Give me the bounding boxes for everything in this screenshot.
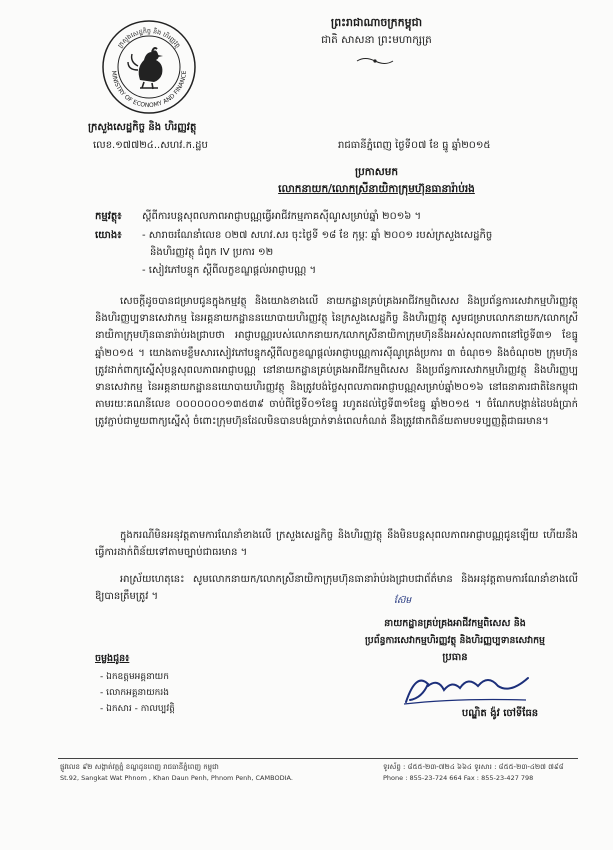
cc-item: - ឯកសារ - កាលប្បវត្តិ	[100, 704, 175, 714]
kingdom-heading: ព្រះរាជាណាចក្រកម្ពុជា	[330, 16, 423, 29]
seal-text-bottom: MINISTRY OF ECONOMY AND FINANCE	[109, 70, 189, 110]
cc-label: ចម្លងជូន៖	[95, 653, 130, 664]
reference-line-2: និងហិរញ្ញវត្ថុ ជំពូក IV ប្រការ ១២	[150, 247, 274, 258]
reference-number: លេខ.១៧៧២៤..សហវ.ក.ដ្ឋប	[93, 140, 208, 151]
national-motto: ជាតិ សាសនា ព្រះមហាក្សត្រ	[321, 34, 432, 46]
seal-text-top: ក្រសួងសេដ្ឋកិច្ច និង ហិរញ្ញវត្ថុ	[116, 27, 182, 50]
ministry-seal-icon	[100, 18, 198, 116]
ministry-name: ក្រសួងសេដ្ឋកិច្ច និង ហិរញ្ញវត្ថុ	[88, 122, 197, 133]
reference-line-1: - សារាចរណែនាំលេខ ០២៧ សហវ.សរ ចុះថ្ងៃទី ១៨ ខែ កុម្ភៈ ឆ្នាំ ២០០១ របស់ក្រសួងសេដ្ឋកិច្ច	[142, 230, 493, 241]
footer-divider	[58, 758, 578, 759]
reference-line-3: - សៀវភៅបន្ទុក ស្តីពីលក្ខខណ្ឌផ្តល់អាជ្ញាបណ្ណ ។	[142, 265, 317, 276]
signature-icon	[398, 664, 538, 710]
body-paragraph-2: ក្នុងករណីមិនអនុវត្តតាមការណែនាំខាងលើ ក្រសួងសេដ្ឋកិច្ច និងហិរញ្ញវត្ថុ នឹងមិនបន្តសុពលភាពអាជ្ញាបណ្ណជូនឡើយ ហើយនឹងធ្វើការដាក់ពិន័យទៅតាមច្បាប់ជាធរមាន ។	[95, 530, 578, 559]
cc-item: - ឯកឧត្តមអគ្គនាយក	[100, 672, 169, 682]
subject-text: ស្តីពីការបន្តសុពលភាពអាជ្ញាបណ្ណធ្វើអាជីវកម្មភាគស៊ីណូសម្រាប់ឆ្នាំ ២០១៦ ។	[142, 211, 422, 222]
handwritten-initial: ស៊ែម	[394, 596, 412, 606]
footer-phone-en: Phone : 855-23-724 664 Fax : 855-23-427 798	[383, 774, 534, 782]
signatory-name: បណ្ឌិត ង៉ូវ ចៅទីធែន	[461, 708, 539, 719]
signatory-title: ប្រធាន	[442, 652, 468, 663]
body-paragraph-1: សេចក្តីដូចបានជម្រាបជូនក្នុងកម្មវត្ថុ និងយោងខាងលើ នាយកដ្ឋានគ្រប់គ្រងអាជីវកម្មពិសេស និងប្រព័ន្ធការសេវាកម្មហិរញ្ញវត្ថុ និងហិរញ្ញប្បទានសេវាកម្ម នៃអគ្គនាយកដ្ឋាននយោបាយហិរញ្ញវត្ថុ នៃក្រសួងសេដ្ឋកិច្ច និងហិរញ្ញវត្ថុ សូមជម្រាបលោកនាយក/លោកស្រីនាយិកាក្រុមហ៊ុនធានារ៉ាប់រងជ្រាបថា អាជ្ញាបណ្ណរបស់លោកនាយក/លោកស្រីនាយិកាក្រុមហ៊ុននឹងអស់សុពលភាពនៅថ្ងៃទី៣១ ខែធ្នូ ឆ្នាំ២០១៥ ។ យោងតាមខ្លឹមសារសៀវភៅបន្ទុកស្តីពីលក្ខខណ្ឌផ្តល់អាជ្ញាបណ្ណការស៊ីណូត្រង់ប្រការ ៣ ចំណុច១ និងចំណុច២ ក្រុមហ៊ុនត្រូវដាក់ពាក្យស្នើសុំបន្តសុពលភាពអាជ្ញាបណ្ណ នៅនាយកដ្ឋានគ្រប់គ្រងអាជីវកម្មពិសេស និងប្រព័ន្ធការសេវាកម្មហិរញ្ញវត្ថុ និងហិរញ្ញប្បទានសេវាកម្ម នៃអគ្គនាយកដ្ឋាននយោបាយហិរញ្ញវត្ថុ និងត្រូវបង់ថ្លៃសុពលភាពអាជ្ញាបណ្ណសម្រាប់ឆ្នាំ២០១៦ នៅធនាគារជាតិនៃកម្ពុជា តាមរយៈគណនីលេខ ០០០០០០០១៣៥៣៩ ចាប់ពីថ្ងៃទី០១ខែធ្នូ រហូតដល់ថ្ងៃទី៣១ខែធ្នូ ឆ្នាំ២០១៥ ។ ចំណែកបង្កាន់ដៃបង់ប្រាក់ត្រូវភ្ជាប់ជាមួយពាក្យស្នើសុំ ចំពោះក្រុមហ៊ុនដែលមិនបានបង់ប្រាក់ទាន់ពេលកំណត់ នឹងត្រូវផាកពិន័យតាមបទប្បញ្ញត្តិជាធរមាន។	[95, 296, 578, 428]
signatory-department-1: នាយកដ្ឋានគ្រប់គ្រងអាជីវកម្មពិសេស និង	[384, 618, 526, 629]
cc-item: - លោកអគ្គនាយករង	[100, 688, 169, 698]
motto-ornament	[355, 51, 395, 61]
footer-address-km: ផ្លូវលេខ ៩២ សង្កាត់វត្តភ្នំ ខណ្ឌដូនពេញ រាជធានីភ្នំពេញ កម្ពុជា	[60, 763, 219, 771]
place-and-date: រាជធានីភ្នំពេញ ថ្ងៃទី០៧ ខែ ធ្នូ ឆ្នាំ២០១៥	[338, 140, 491, 151]
signatory-department-2: ប្រព័ន្ធការសេវាកម្មហិរញ្ញវត្ថុ និងហិរញ្ញប្បទានសេវាកម្ម	[365, 635, 545, 646]
addressee: លោកនាយក/លោកស្រីនាយិកាក្រុមហ៊ុនធានារ៉ាប់រង	[278, 183, 475, 195]
memo-title: ប្រកាសមក	[354, 166, 399, 178]
footer-address-en: St.92, Sangkat Wat Phnom , Khan Daun Penh, Phnom Penh, CAMBODIA.	[60, 774, 293, 782]
footer-phone-km: ទូរស័ព្ទ : ៨៥៥-២៣-៧២៤ ៦៦៤ ទូរសារ : ៨៥៥-២៣-៤២៧ ៧៩៨	[383, 763, 564, 771]
subject-label: កម្មវត្ថុ៖	[95, 211, 122, 222]
body-paragraph-3: អាស្រ័យហេតុនេះ សូមលោកនាយក/លោកស្រីនាយិកាក្រុមហ៊ុនធានារ៉ាប់រងជ្រាបជាព័ត៌មាន និងអនុវត្តតាមការណែនាំខាងលើ ឱ្យបានត្រឹមត្រូវ ។	[95, 574, 578, 603]
reference-label: យោង៖	[95, 230, 122, 241]
